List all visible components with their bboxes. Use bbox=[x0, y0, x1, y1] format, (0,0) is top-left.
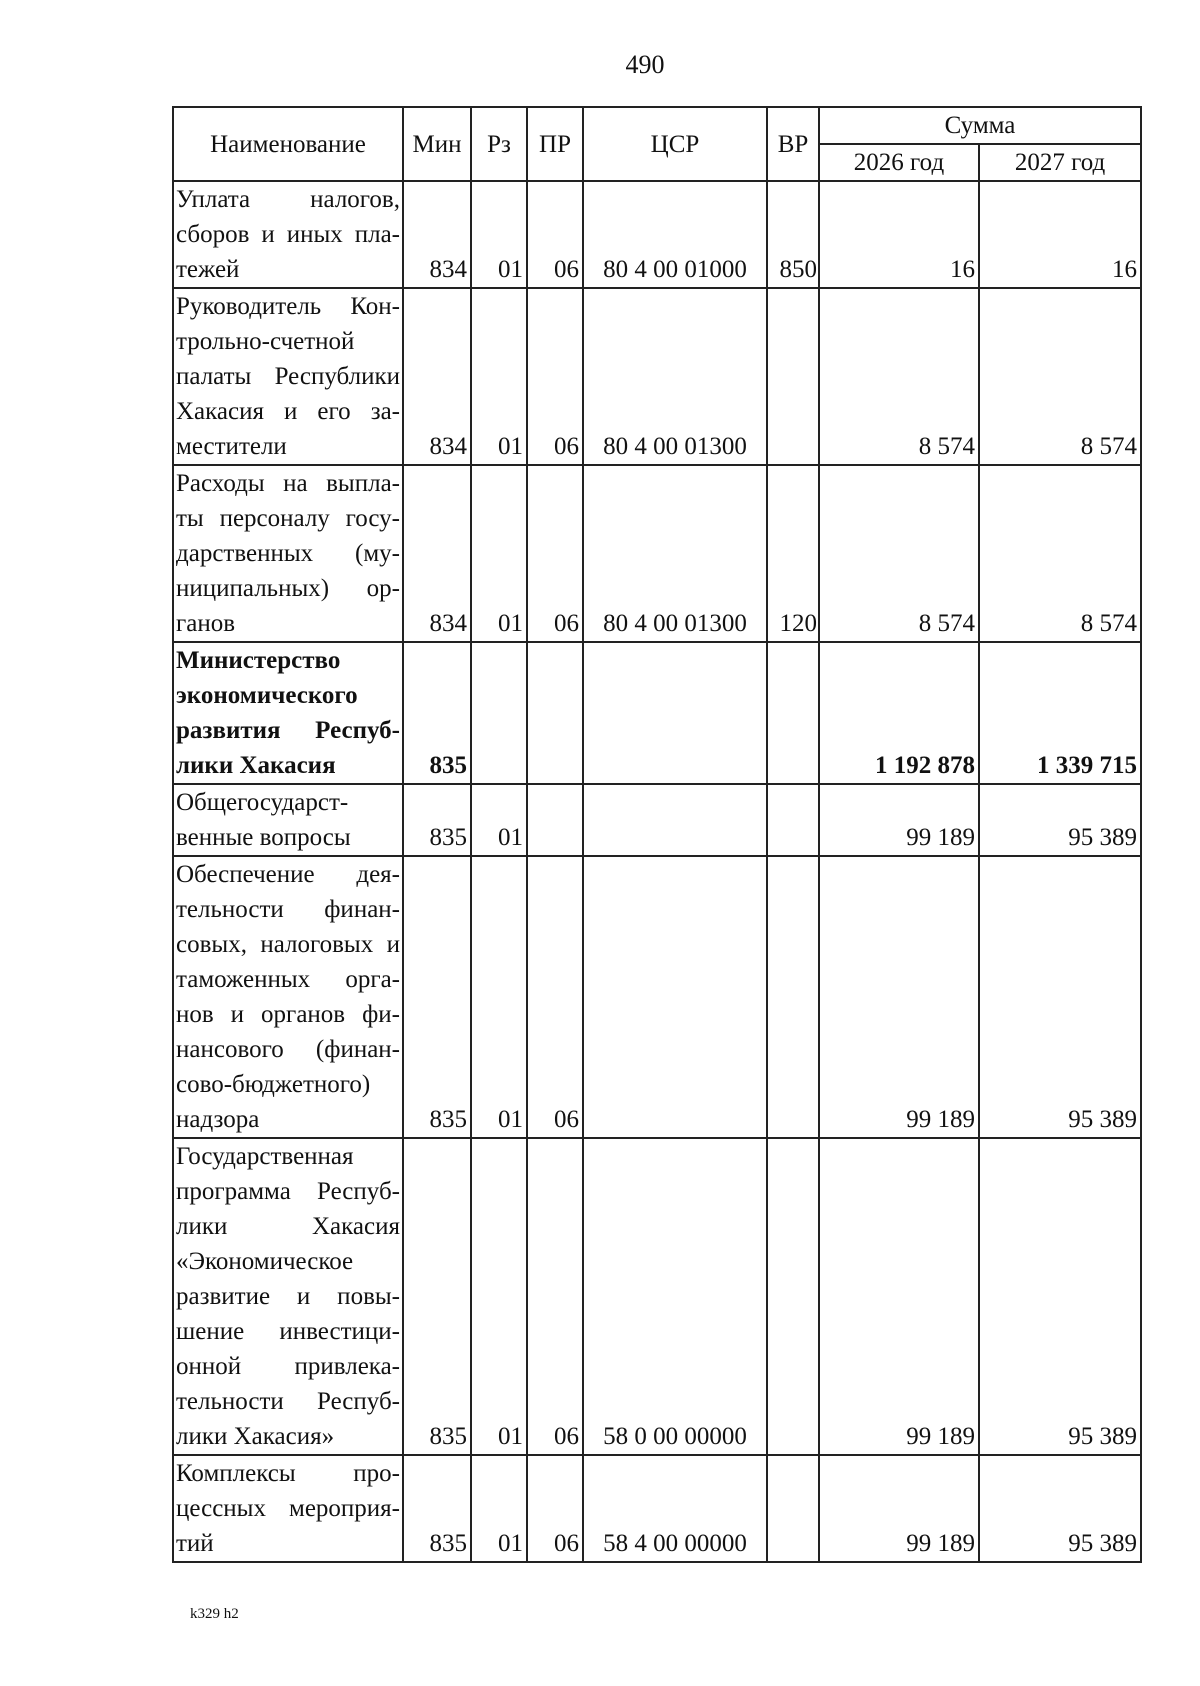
cell-rz: 01 bbox=[471, 1455, 527, 1562]
cell-min: 834 bbox=[403, 465, 471, 642]
cell-2027: 8 574 bbox=[979, 288, 1141, 465]
cell-csr bbox=[583, 784, 767, 856]
cell-name: Государственная программа Респуб-лики Хакасия «Экономическое развитие и повы-шение инвестици-онной привлека-тельности Респуб-лики Хакасия» bbox=[173, 1138, 403, 1455]
header-csr: ЦСР bbox=[583, 107, 767, 181]
cell-2026: 99 189 bbox=[819, 1455, 979, 1562]
cell-vr bbox=[767, 642, 819, 784]
cell-csr bbox=[583, 642, 767, 784]
cell-2027: 95 389 bbox=[979, 856, 1141, 1138]
cell-csr bbox=[583, 856, 767, 1138]
cell-2026: 1 192 878 bbox=[819, 642, 979, 784]
cell-2026: 8 574 bbox=[819, 465, 979, 642]
footer-code: k329 h2 bbox=[190, 1606, 239, 1622]
cell-name: Министерство экономического развития Респуб-лики Хакасия bbox=[173, 642, 403, 784]
header-sum: Сумма bbox=[819, 107, 1141, 144]
budget-table bbox=[172, 106, 1142, 1563]
cell-pr bbox=[527, 642, 583, 784]
table-row bbox=[173, 1455, 1141, 1562]
cell-2027: 8 574 bbox=[979, 465, 1141, 642]
cell-pr: 06 bbox=[527, 465, 583, 642]
cell-vr bbox=[767, 1138, 819, 1455]
cell-name: Обеспечение дея-тельности финан-совых, налоговых и таможенных орга-нов и органов фи-нансового (финан-сово-бюджетного) надзора bbox=[173, 856, 403, 1138]
cell-2026: 99 189 bbox=[819, 856, 979, 1138]
cell-min: 834 bbox=[403, 288, 471, 465]
cell-csr: 80 4 00 01300 bbox=[583, 288, 767, 465]
table-row bbox=[173, 181, 1141, 288]
cell-name: Общегосударст-венные вопросы bbox=[173, 784, 403, 856]
table-row bbox=[173, 856, 1141, 1138]
cell-name: Комплексы про-цессных мероприя-тий bbox=[173, 1455, 403, 1562]
cell-min: 835 bbox=[403, 1138, 471, 1455]
cell-2027: 95 389 bbox=[979, 1455, 1141, 1562]
cell-2026: 99 189 bbox=[819, 784, 979, 856]
header-year-2026: 2026 год bbox=[819, 144, 979, 181]
cell-2027: 1 339 715 bbox=[979, 642, 1141, 784]
header-min: Мин bbox=[403, 107, 471, 181]
cell-rz: 01 bbox=[471, 288, 527, 465]
cell-pr: 06 bbox=[527, 1455, 583, 1562]
cell-pr: 06 bbox=[527, 1138, 583, 1455]
cell-2027: 16 bbox=[979, 181, 1141, 288]
cell-rz: 01 bbox=[471, 1138, 527, 1455]
table-row bbox=[173, 784, 1141, 856]
cell-2027: 95 389 bbox=[979, 784, 1141, 856]
cell-rz: 01 bbox=[471, 784, 527, 856]
cell-min: 835 bbox=[403, 784, 471, 856]
cell-rz bbox=[471, 642, 527, 784]
cell-2026: 16 bbox=[819, 181, 979, 288]
page-number: 490 bbox=[625, 50, 665, 79]
cell-2026: 99 189 bbox=[819, 1138, 979, 1455]
table-row bbox=[173, 642, 1141, 784]
cell-vr: 850 bbox=[767, 181, 819, 288]
table-row bbox=[173, 465, 1141, 642]
table-body bbox=[173, 181, 1141, 1562]
cell-2026: 8 574 bbox=[819, 288, 979, 465]
cell-min: 834 bbox=[403, 181, 471, 288]
cell-csr: 58 0 00 00000 bbox=[583, 1138, 767, 1455]
cell-vr bbox=[767, 856, 819, 1138]
cell-rz: 01 bbox=[471, 181, 527, 288]
cell-name: Руководитель Кон-трольно-счетной палаты Республики Хакасия и его за-местители bbox=[173, 288, 403, 465]
cell-csr: 80 4 00 01300 bbox=[583, 465, 767, 642]
cell-vr bbox=[767, 784, 819, 856]
cell-csr: 80 4 00 01000 bbox=[583, 181, 767, 288]
cell-pr: 06 bbox=[527, 288, 583, 465]
cell-name: Расходы на выпла-ты персоналу госу-дарственных (му-ниципальных) ор-ганов bbox=[173, 465, 403, 642]
table-row bbox=[173, 288, 1141, 465]
header-pr: ПР bbox=[527, 107, 583, 181]
cell-vr: 120 bbox=[767, 465, 819, 642]
cell-2027: 95 389 bbox=[979, 1138, 1141, 1455]
cell-rz: 01 bbox=[471, 465, 527, 642]
cell-name: Уплата налогов, сборов и иных пла-тежей bbox=[173, 181, 403, 288]
cell-pr: 06 bbox=[527, 856, 583, 1138]
cell-min: 835 bbox=[403, 856, 471, 1138]
header-name: Наименование bbox=[173, 107, 403, 181]
cell-vr bbox=[767, 288, 819, 465]
cell-pr bbox=[527, 784, 583, 856]
cell-pr: 06 bbox=[527, 181, 583, 288]
header-vr: ВР bbox=[767, 107, 819, 181]
table-row bbox=[173, 1138, 1141, 1455]
cell-min: 835 bbox=[403, 1455, 471, 1562]
header-year-2027: 2027 год bbox=[979, 144, 1141, 181]
cell-csr: 58 4 00 00000 bbox=[583, 1455, 767, 1562]
cell-min: 835 bbox=[403, 642, 471, 784]
cell-vr bbox=[767, 1455, 819, 1562]
header-rz: Рз bbox=[471, 107, 527, 181]
cell-rz: 01 bbox=[471, 856, 527, 1138]
